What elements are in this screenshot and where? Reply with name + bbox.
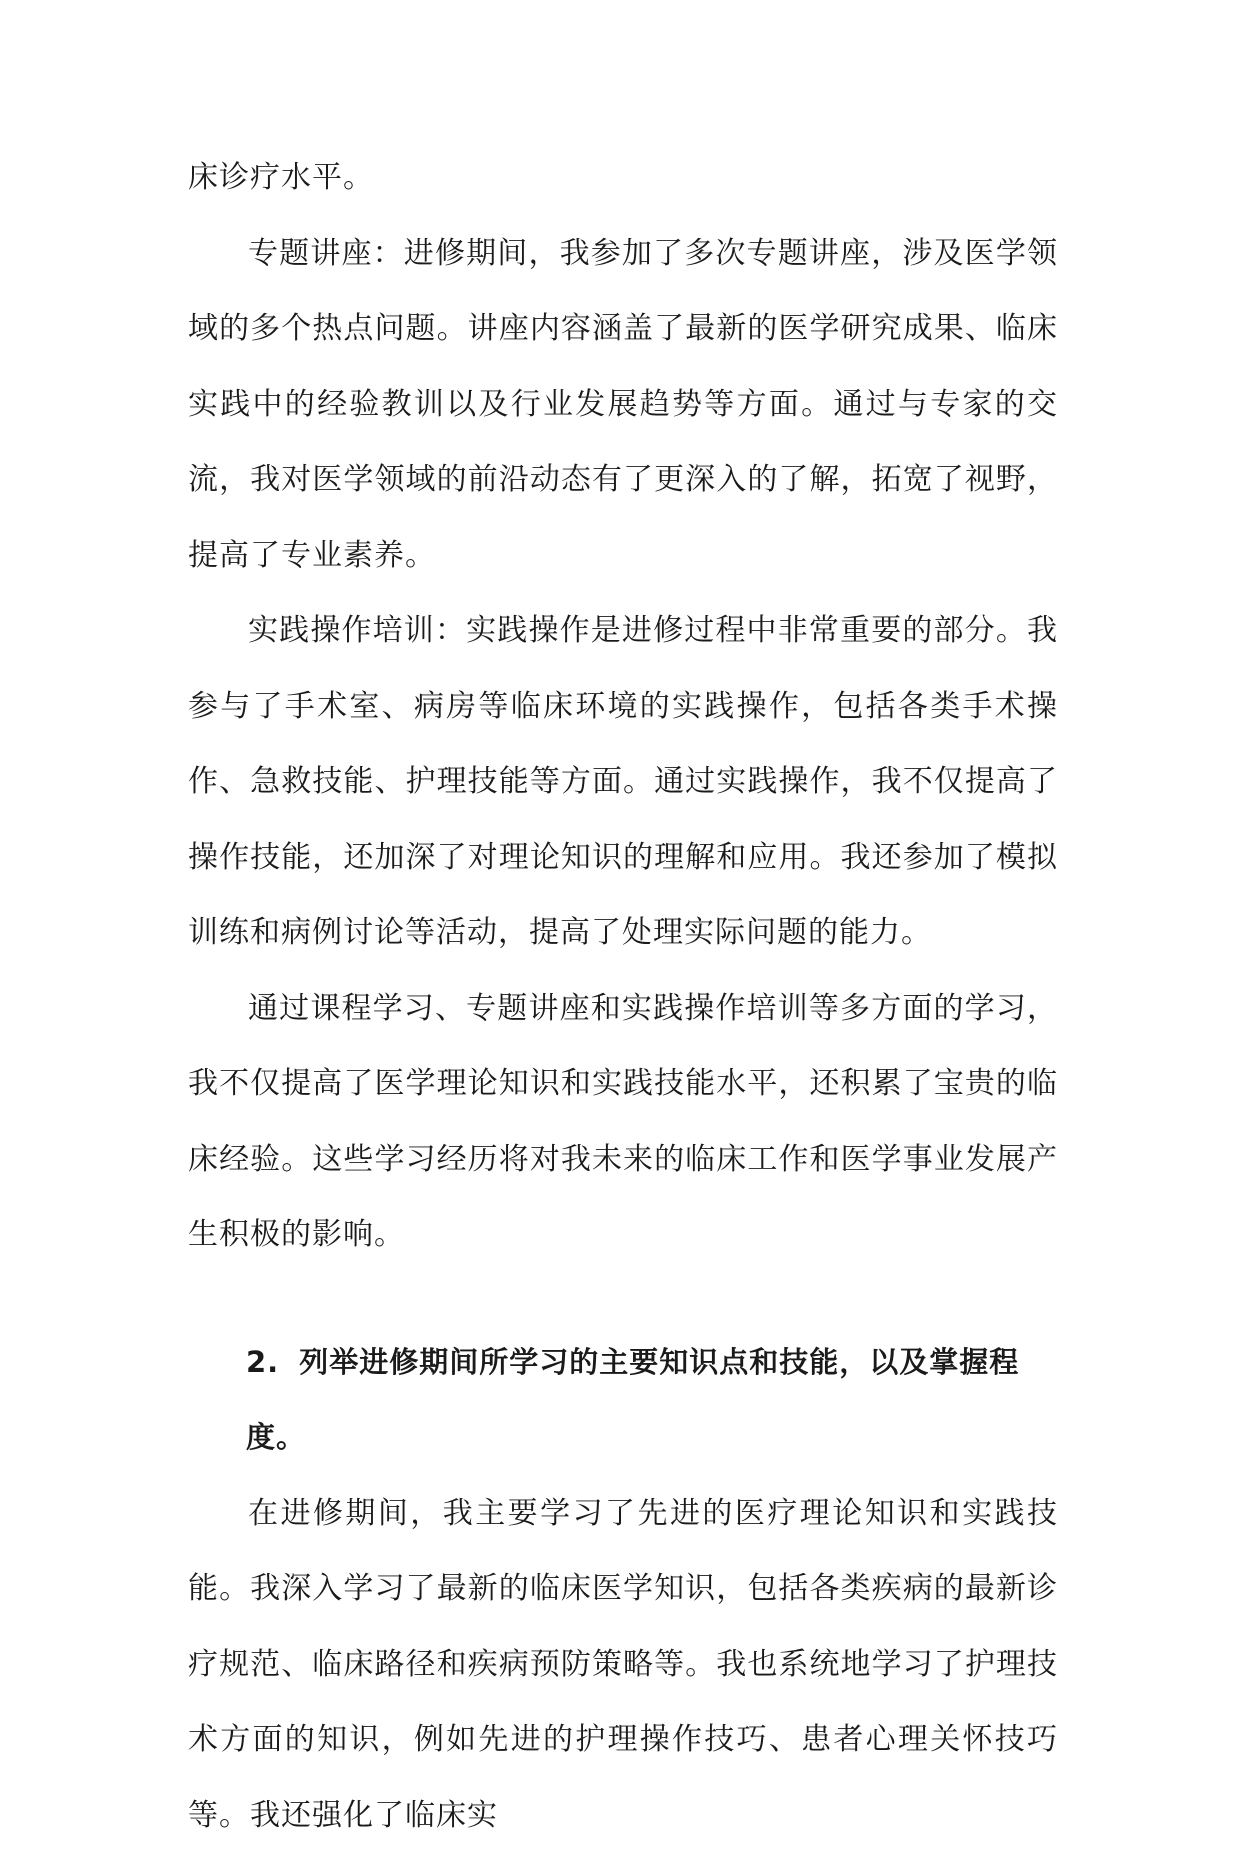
section-spacer	[188, 1273, 1058, 1325]
section-heading	[188, 1325, 1058, 1476]
section-number: 2.	[246, 1345, 279, 1379]
paragraph-practical-training: 实践操作培训：实践操作是进修过程中非常重要的部分。我参与了手术室、病房等临床环境的实践操作，包括各类手术操作、急救技能、护理技能等方面。通过实践操作，我不仅提高了操作技能，还加深了对理论知识的理解和应用。我还参加了模拟训练和病例讨论等活动，提高了处理实际问题的能力。	[188, 593, 1058, 971]
paragraph-knowledge-skills: 在进修期间，我主要学习了先进的医疗理论知识和实践技能。我深入学习了最新的临床医学知识，包括各类疾病的最新诊疗规范、临床路径和疾病预防策略等。我也系统地学习了护理技术方面的知识，例如先进的护理操作技巧、患者心理关怀技巧等。我还强化了临床实	[188, 1476, 1058, 1853]
document-body	[188, 140, 1058, 1853]
paragraph-lectures: 专题讲座：进修期间，我参加了多次专题讲座，涉及医学领域的多个热点问题。讲座内容涵盖了最新的医学研究成果、临床实践中的经验教训以及行业发展趋势等方面。通过与专家的交流，我对医学领域的前沿动态有了更深入的了解，拓宽了视野，提高了专业素养。	[188, 216, 1058, 594]
paragraph-summary: 通过课程学习、专题讲座和实践操作培训等多方面的学习，我不仅提高了医学理论知识和实践技能水平，还积累了宝贵的临床经验。这些学习经历将对我未来的临床工作和医学事业发展产生积极的影响。	[188, 971, 1058, 1273]
section-title: 列举进修期间所学习的主要知识点和技能，以及掌握程度。	[246, 1345, 1019, 1455]
paragraph-continuation: 床诊疗水平。	[188, 140, 1058, 216]
